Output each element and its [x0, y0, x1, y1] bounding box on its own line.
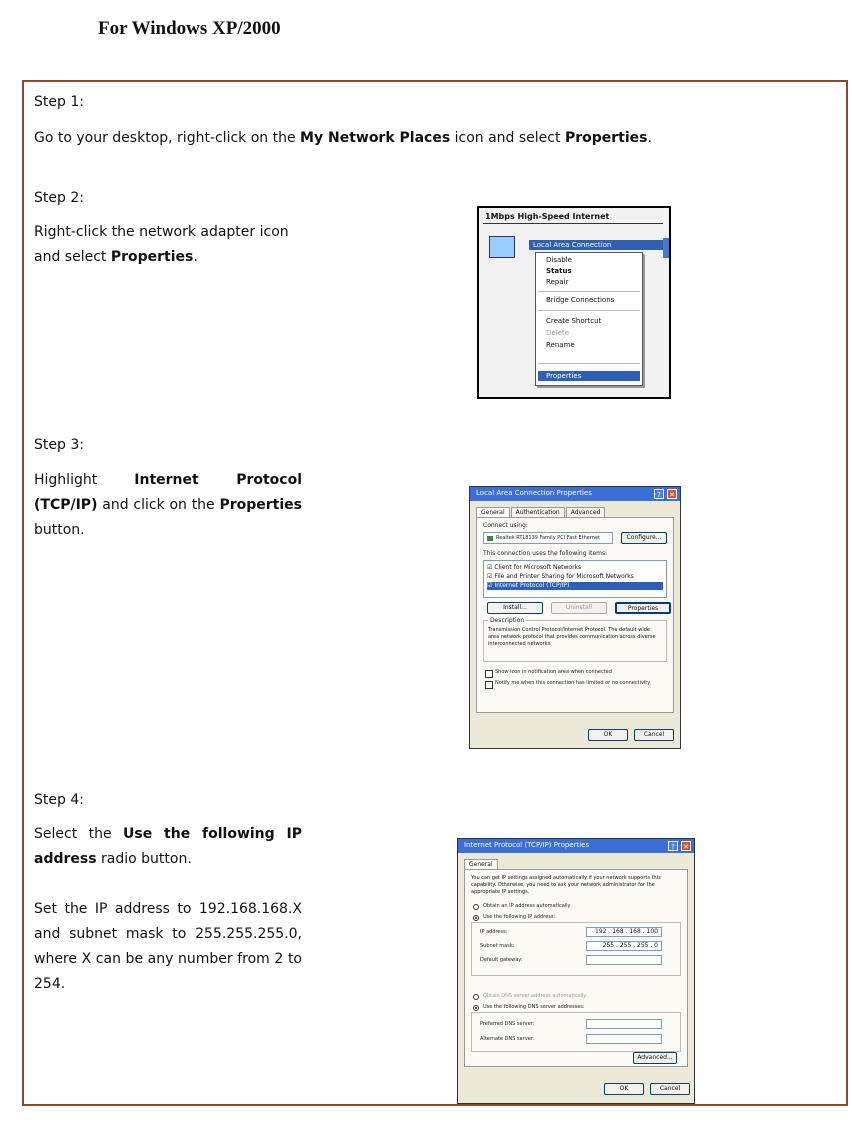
- notify-checkbox[interactable]: [485, 681, 493, 689]
- step-2-screenshot: [477, 206, 671, 399]
- dialog-tabs: [476, 507, 606, 517]
- menu-item-properties[interactable]: Properties: [538, 371, 640, 381]
- ip-address-input[interactable]: 192 . 168 . 168 . 100: [586, 927, 662, 937]
- list-item[interactable]: ☑ Client for Microsoft Networks: [487, 564, 582, 571]
- checkbox-checked-icon[interactable]: ☑: [487, 582, 493, 589]
- menu-item-disable[interactable]: Disable: [546, 256, 572, 264]
- ip-settings-group: [471, 922, 681, 976]
- obtain-dns-auto-label: Obtain DNS server address automatically: [483, 993, 587, 999]
- list-item[interactable]: ☑ File and Printer Sharing for Microsoft Networks: [487, 573, 634, 580]
- step-3-screenshot: [469, 486, 681, 749]
- advanced-button[interactable]: Advanced...: [633, 1052, 677, 1064]
- menu-item-delete: Delete: [546, 329, 569, 337]
- dialog-title: Internet Protocol (TCP/IP) Properties: [464, 841, 590, 849]
- notify-label: Notify me when this connection has limited or no connectivity: [495, 680, 651, 686]
- menu-item-bridge-connections[interactable]: Bridge Connections: [546, 296, 615, 304]
- default-gateway-input[interactable]: [586, 955, 662, 965]
- adapter-name: Realtek RTL8139 Family PCI Fast Ethernet: [496, 535, 600, 541]
- menu-separator: [538, 363, 640, 364]
- preferred-dns-input[interactable]: [586, 1019, 662, 1029]
- ip-address-label: IP address:: [480, 929, 508, 935]
- network-adapter-icon[interactable]: [489, 236, 515, 258]
- obtain-ip-auto-radio[interactable]: [473, 904, 479, 910]
- tab-authentication[interactable]: Authentication: [511, 507, 565, 517]
- alternate-dns-label: Alternate DNS server:: [480, 1036, 535, 1042]
- dialog-title: Local Area Connection Properties: [476, 489, 592, 497]
- obtain-ip-auto-label: Obtain an IP address automatically: [483, 903, 571, 909]
- install-button[interactable]: Install...: [487, 602, 543, 614]
- step-3-text: Highlight Internet Protocol (TCP/IP) and click on the Properties button.: [34, 472, 303, 538]
- dialog-tabs: [464, 859, 499, 869]
- ok-button[interactable]: OK: [588, 729, 628, 741]
- components-list: [483, 560, 667, 598]
- connect-using-label: Connect using:: [483, 522, 528, 529]
- tab-general[interactable]: General: [464, 859, 498, 869]
- step-3-label: Step 3:: [34, 437, 84, 453]
- show-icon-label: Show icon in notification area when connected: [495, 669, 612, 675]
- show-icon-checkbox[interactable]: [485, 670, 493, 678]
- step-4-screenshot: [457, 838, 695, 1104]
- instructions-frame: [22, 80, 848, 1106]
- menu-separator: [538, 291, 640, 292]
- adjacent-connection-icon: [663, 238, 669, 258]
- general-panel: [464, 869, 688, 1067]
- tab-advanced[interactable]: Advanced: [566, 507, 606, 517]
- step-4-text-1: Select the Use the following IP address radio button.: [34, 826, 302, 867]
- uninstall-button: Uninstall: [551, 602, 607, 614]
- close-icon[interactable]: ✕: [681, 841, 691, 851]
- step-1-text: Go to your desktop, right-click on the My Network Places icon and select Properties.: [34, 130, 652, 146]
- step-4-text-2: Set the IP address to 192.168.168.X and subnet mask to 255.255.255.0, where X can be any number from 2 to 254.: [34, 901, 302, 992]
- step-4-label: Step 4:: [34, 792, 84, 808]
- help-icon[interactable]: ?: [654, 489, 664, 499]
- tab-general[interactable]: General: [476, 507, 510, 517]
- dialog-titlebar: [470, 487, 680, 501]
- dialog-titlebar: [458, 839, 694, 853]
- description-group: [483, 617, 667, 662]
- adapter-field: [483, 532, 613, 544]
- use-following-dns-radio[interactable]: [473, 1005, 479, 1011]
- menu-separator: [538, 310, 640, 311]
- local-area-connection-item[interactable]: Local Area Connection: [529, 240, 663, 250]
- menu-item-create-shortcut[interactable]: Create Shortcut: [546, 317, 602, 325]
- close-icon[interactable]: ✕: [667, 489, 677, 499]
- alternate-dns-input[interactable]: [586, 1034, 662, 1044]
- use-following-ip-radio[interactable]: [473, 915, 479, 921]
- subnet-mask-label: Subnet mask:: [480, 943, 515, 949]
- checkbox-checked-icon[interactable]: ☑: [487, 564, 493, 571]
- cancel-button[interactable]: Cancel: [650, 1083, 690, 1095]
- menu-item-repair[interactable]: Repair: [546, 278, 569, 286]
- description-text: Transmission Control Protocol/Internet Protocol. The default wide area network protocol that provides communication across diverse interconnected networks.: [488, 627, 656, 647]
- step-2-label: Step 2:: [34, 190, 84, 206]
- header-divider: [483, 223, 663, 224]
- checkbox-checked-icon[interactable]: ☑: [487, 573, 493, 580]
- use-following-dns-label: Use the following DNS server addresses:: [483, 1004, 585, 1010]
- list-item-tcp-ip[interactable]: ☑ Internet Protocol (TCP/IP): [487, 582, 663, 590]
- network-card-icon: [487, 536, 493, 541]
- connection-group-header: 1Mbps High-Speed Internet: [485, 212, 610, 221]
- items-label: This connection uses the following items:: [483, 550, 608, 557]
- menu-item-status[interactable]: Status: [546, 267, 572, 275]
- document-heading: For Windows XP/2000: [98, 18, 281, 39]
- description-label: Description: [490, 617, 525, 624]
- use-following-ip-label: Use the following IP address:: [483, 914, 556, 920]
- preferred-dns-label: Preferred DNS server:: [480, 1021, 535, 1027]
- step-2-text: Right-click the network adapter icon and select Properties.: [34, 224, 289, 265]
- ok-button[interactable]: OK: [604, 1083, 644, 1095]
- menu-item-rename[interactable]: Rename: [546, 341, 575, 349]
- intro-text: You can get IP settings assigned automatically if your network supports this capability. Otherwise, you need to ask your network administrator for the appropriate IP settings.: [471, 875, 661, 895]
- default-gateway-label: Default gateway:: [480, 957, 523, 963]
- properties-button[interactable]: Properties: [615, 602, 671, 614]
- subnet-mask-input[interactable]: 255 . 255 . 255 . 0: [586, 941, 662, 951]
- cancel-button[interactable]: Cancel: [634, 729, 674, 741]
- dns-settings-group: [471, 1012, 681, 1052]
- general-panel: [476, 517, 674, 713]
- help-icon[interactable]: ?: [668, 841, 678, 851]
- obtain-dns-auto-radio: [473, 994, 479, 1000]
- configure-button[interactable]: Configure...: [621, 532, 667, 544]
- context-menu: [535, 252, 643, 386]
- step-1-label: Step 1:: [34, 94, 84, 110]
